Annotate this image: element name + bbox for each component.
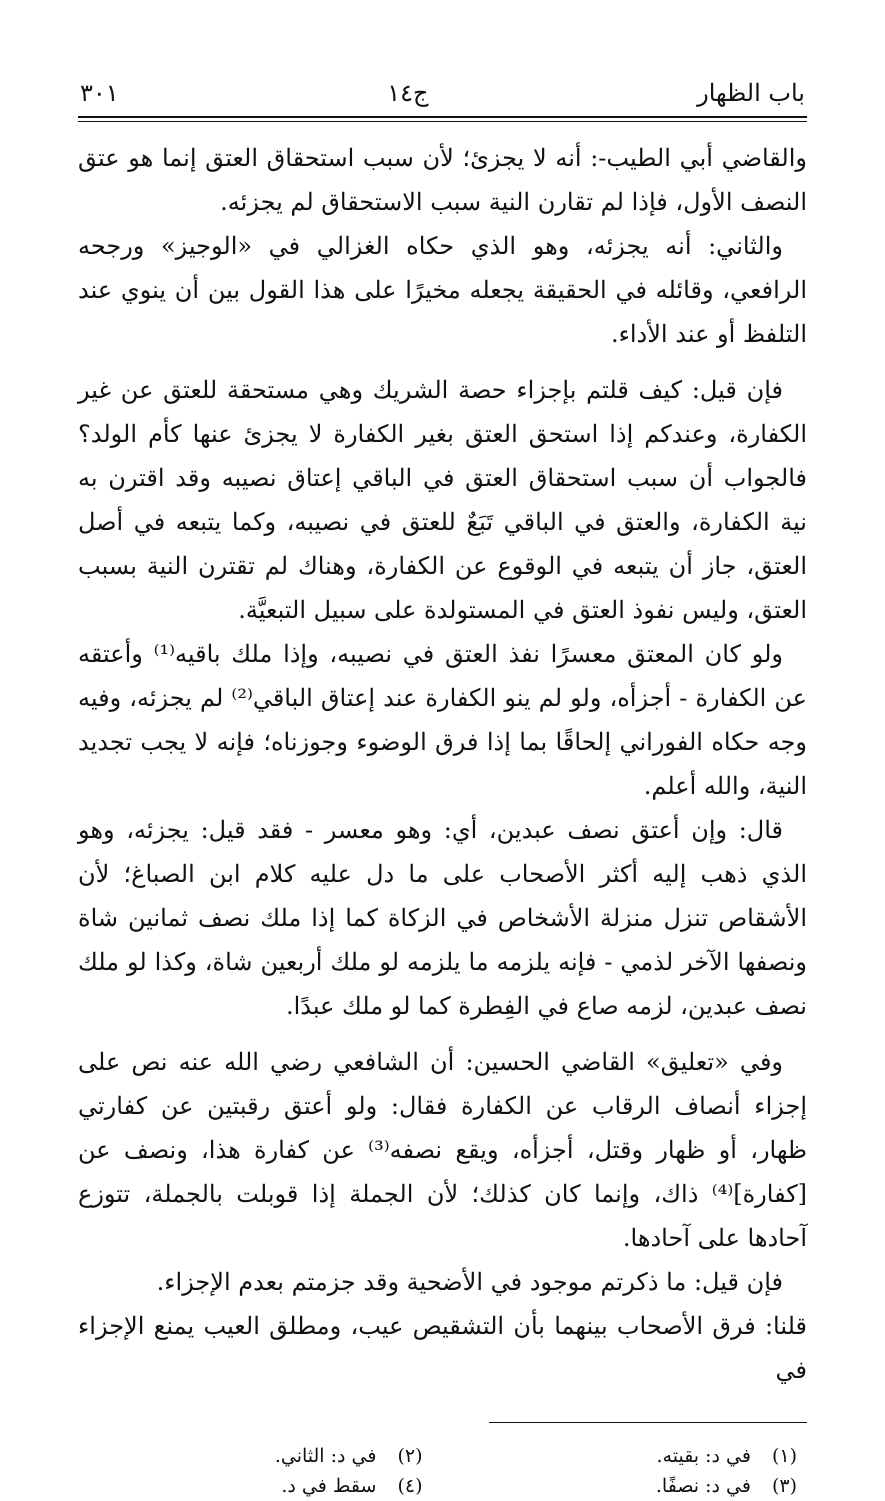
header-rule-thick xyxy=(78,116,807,118)
footnote-number: (٢) xyxy=(397,1445,423,1467)
footnote-number: (١) xyxy=(771,1445,797,1467)
paragraph: فإن قيل: ما ذكرتم موجود في الأضحية وقد جزمتم بعدم الإجزاء. xyxy=(156,1268,783,1296)
footnote-number: (٤) xyxy=(397,1475,423,1497)
paragraph: ولو كان المعتق معسرًا نفذ العتق في نصيبه، وإذا ملك باقيه⁽¹⁾ وأعتقه عن الكفارة - أجزأه، ولو لم ينو الكفارة عند إعتاق الباقي⁽²⁾ لم يجزئه، وفيه وجه حكاه الفوراني إلحاقًا بما إذا فرق الوضوء وجوزناه؛ فإنه لا يجب تجديد النية، والله أعلم. xyxy=(78,640,808,800)
paragraph: والقاضي أبي الطيب-: أنه لا يجزئ؛ لأن سبب استحقاق العتق إنما هو عتق النصف الأول، فإذا لم تقارن النية سبب الاستحقاق لم يجزئه. xyxy=(78,144,807,216)
paragraph: فإن قيل: كيف قلتم بإجزاء حصة الشريك وهي مستحقة للعتق عن غير الكفارة، وعندكم إذا استحق العتق بغير الكفارة لا يجزئ عنها كأم الولد؟فالجواب أن سبب استحقاق العتق في الباقي إعتاق نصيبه وقد اقترن به نية الكفارة، والعتق في الباقي تَبَعٌ للعتق في نصيبه، وكما يتبعه في أصل العتق، جاز أن يتبعه في الوقوع عن الكفارة، وهناك لم تقترن النية بسبب العتق، وليس نفوذ العتق في المستولدة على سبيل التبعيَّة. xyxy=(78,376,807,624)
footnote-separator xyxy=(489,1422,807,1423)
footnote-text: في د: نصفًا. xyxy=(655,1475,751,1497)
footnote xyxy=(78,1471,423,1501)
page-number: ٣٠١ xyxy=(80,79,119,107)
footnote xyxy=(453,1471,798,1501)
paragraph: قال: وإن أعتق نصف عبدين، أي: وهو معسر - فقد قيل: يجزئه، وهو الذي ذهب إليه أكثر الأصحاب على ما دل عليه كلام ابن الصباغ؛ لأن الأشقاص تنزل منزلة الأشخاص في الزكاة كما إذا ملك نصف ثمانين شاة ونصفها الآخر لذمي - فإنه يلزمه ما يلزمه لو ملك أربعين شاة، وكذا لو ملك نصف عبدين، لزمه صاع في الفِطرة كما لو ملك عبدًا. xyxy=(78,816,807,1020)
paragraph: قلنا: فرق الأصحاب بينهما بأن التشقيص عيب، ومطلق العيب يمنع الإجزاء في xyxy=(78,1312,807,1384)
header-rule-thin xyxy=(78,121,807,122)
volume-label: ج١٤ xyxy=(387,79,429,107)
footnotes xyxy=(78,1441,807,1501)
main-text xyxy=(78,136,807,1392)
footnote-text: في د: الثاني. xyxy=(274,1445,377,1467)
footnote-text: في د: بقيته. xyxy=(656,1445,751,1467)
paragraph: وفي «تعليق» القاضي الحسين: أن الشافعي رضي الله عنه نص على إجزاء أنصاف الرقاب عن الكفارة فقال: ولو أعتق رقبتين عن كفارتي ظهار، أو ظهار وقتل، أجزأه، ويقع نصفه⁽³⁾ عن كفارة هذا، ونصف عن [كفارة]⁽⁴⁾ ذاك، وإنما كان كذلك؛ لأن الجملة إذا قوبلت بالجملة، تتوزع آحادها على آحادها. xyxy=(78,1048,808,1252)
footnote-number: (٣) xyxy=(771,1475,797,1497)
footnote-text: سقط في د. xyxy=(281,1475,377,1497)
running-header xyxy=(78,78,807,108)
footnote xyxy=(78,1441,423,1471)
chapter-title: باب الظهار xyxy=(697,79,805,107)
footnote xyxy=(453,1441,798,1471)
paragraph: والثاني: أنه يجزئه، وهو الذي حكاه الغزالي في «الوجيز» ورجحه الرافعي، وقائله في الحقيقة يجعله مخيرًا على هذا القول بين أن ينوي عند التلفظ أو عند الأداء. xyxy=(78,232,807,348)
